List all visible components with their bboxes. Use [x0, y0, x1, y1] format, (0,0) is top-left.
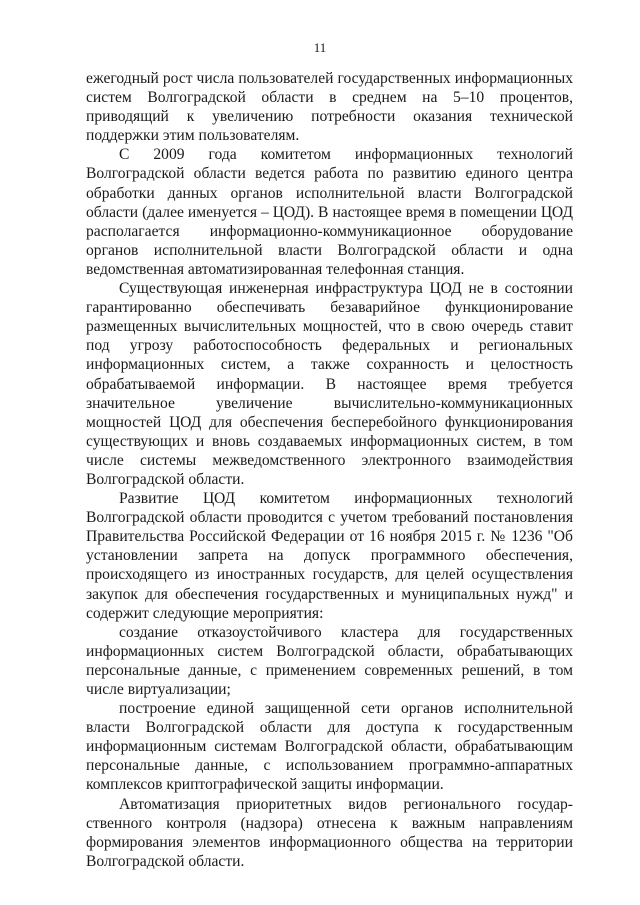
paragraph-user-growth: ежегодный рост числа пользователей государственных информационных систем Волгоградской области в среднем на 5–10 процентов, приводящий к увеличению потребности оказания технической поддержки этим пользователям. [86, 70, 573, 145]
list-item-secure-network: построение единой защищенной сети органов исполнительной власти Волгоградской области для доступа к государственным информационным системам Волгоградской области, обрабатывающим персональные данные, с использованием программно-аппаратных комплексов криптографической защиты информации. [86, 700, 573, 794]
paragraph-infrastructure: Существующая инженерная инфраструктура ЦОД не в состоянии гарантированно обеспечивать безаварийное функционирование размещенных вычислительных мощностей, что в свою очередь ставит под угрозу работоспособность федеральных и региональных информационных систем, а также сохранность и целостность обрабатываемой информации. В настоящее время требуется значительное увеличение вычислительно-коммуникационных мощностей ЦОД для обеспечения бесперебойного функционирования существующих и вновь создаваемых информационных систем, в том числе системы межведомственного электронного взаимодействия Волгоградской области. [86, 280, 573, 488]
document-body [86, 69, 573, 871]
list-item-cluster: создание отказоустойчивого кластера для государственных информационных систем Волгоградской области, обрабатывающих персональные данные, с применением современных решений, в том числе виртуализации; [86, 623, 573, 698]
page-number: 11 [313, 40, 327, 55]
paragraph-government-decree: Развитие ЦОД комитетом информационных технологий Волгоградской области проводится с учетом требований постановления Правительства Российской Федерации от 16 ноября 2015 г. № 1236 "Об установлении запрета на допуск программного обеспечения, происходящего из иностранных государств, для целей осуществления закупок для обеспечения государственных и муниципальных нужд" и содержит следующие мероприятия: [86, 490, 573, 622]
paragraph-automation: Автоматизация приоритетных видов регионального государственного контроля (надзора) отнесена к важным направлениям формирования элементов информационного общества на территории Волгоградской области. [86, 795, 573, 870]
paragraph-cod-development: С 2009 года комитетом информационных технологий Волгоградской области ведется работа по развитию единого центра обработки данных органов исполнительной власти Волгоградской области (далее именуется – ЦОД). В настоящее время в помещении ЦОД располагается информационно-коммуникационное оборудование органов исполнительной власти Волгоградской области и одна ведомственная автоматизированная телефонная станция. [86, 146, 573, 278]
